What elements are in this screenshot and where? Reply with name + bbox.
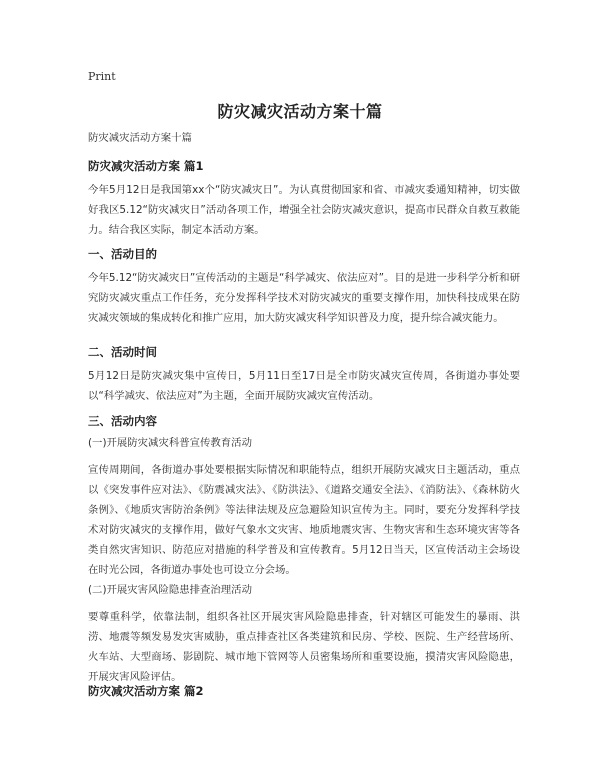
paragraph-hazard: 要尊重科学，依靠法制，组织各社区开展灾害风险隐患排查，针对辖区可能发生的暴雨、洪涝、地震等频发易发灾害威胁，重点排查社区各类建筑和民房、学校、医院、生产经营场所、火车站、大型商场、影剧院、城市地下管网等人员密集场所和重要设施，摸清灾害风险隐患，开展灾害风险评估。	[88, 611, 520, 683]
heading-purpose: 一、活动目的	[88, 247, 157, 261]
document-title: 防灾减灾活动方案十篇	[217, 102, 383, 121]
paragraph-time: 5月12日是防灾减灾集中宣传日，5月11日至17日是全市防灾减灾宣传周，各街道办事处要以“科学减灾、依法应对”为主题，全面开展防灾减灾宣传活动。	[88, 370, 520, 402]
section-heading-2: 防灾减灾活动方案 篇2	[88, 684, 204, 698]
paragraph-publicity: 宣传周期间，各街道办事处要根据实际情况和职能特点，组织开展防灾减灾日主题活动，重点以《突发事件应对法》、《防震减灾法》、《防洪法》、《道路交通安全法》、《消防法》、《森林防火条例》、《地质灾害防治条例》等法律法规及应急避险知识宣传为主。同时，要充分发挥科学技术对防灾减灾的支撑作用，做好气象水文灾害、地质地震灾害、生物灾害和生态环境灾害等各类自然灾害知识、防范应对措施的科学普及和宣传教育。5月12日当天，区宣传活动主会场设在时光公园，各街道办事处也可设立分会场。	[88, 464, 520, 576]
paragraph-purpose: 今年5.12“防灾减灾日”宣传活动的主题是“科学减灾、依法应对”。目的是进一步科学分析和研究防灾减灾重点工作任务，充分发挥科学技术对防灾减灾的重要支撑作用，加快科技成果在防灾减灾领域的集成转化和推广应用，加大防灾减灾科学知识普及力度，提升综合减灾能力。	[88, 272, 520, 324]
heading-content: 三、活动内容	[88, 414, 157, 428]
subheading-publicity: (一)开展防灾减灾科普宣传教育活动	[88, 437, 252, 449]
paragraph-intro: 今年5月12日是我国第xx个“防灾减灾日”。为认真贯彻国家和省、市减灾委通知精神，切实做好我区5.12“防灾减灾日”活动各项工作，增强全社会防灾减灾意识，提高市民群众自救互救能力。结合我区实际，制定本活动方案。	[88, 184, 520, 236]
subheading-hazard: (二)开展灾害风险隐患排查治理活动	[88, 584, 252, 596]
section-heading-1: 防灾减灾活动方案 篇1	[88, 159, 204, 173]
print-link[interactable]: Print	[88, 70, 116, 83]
heading-time: 二、活动时间	[88, 345, 157, 359]
document-subtitle: 防灾减灾活动方案十篇	[88, 132, 192, 144]
